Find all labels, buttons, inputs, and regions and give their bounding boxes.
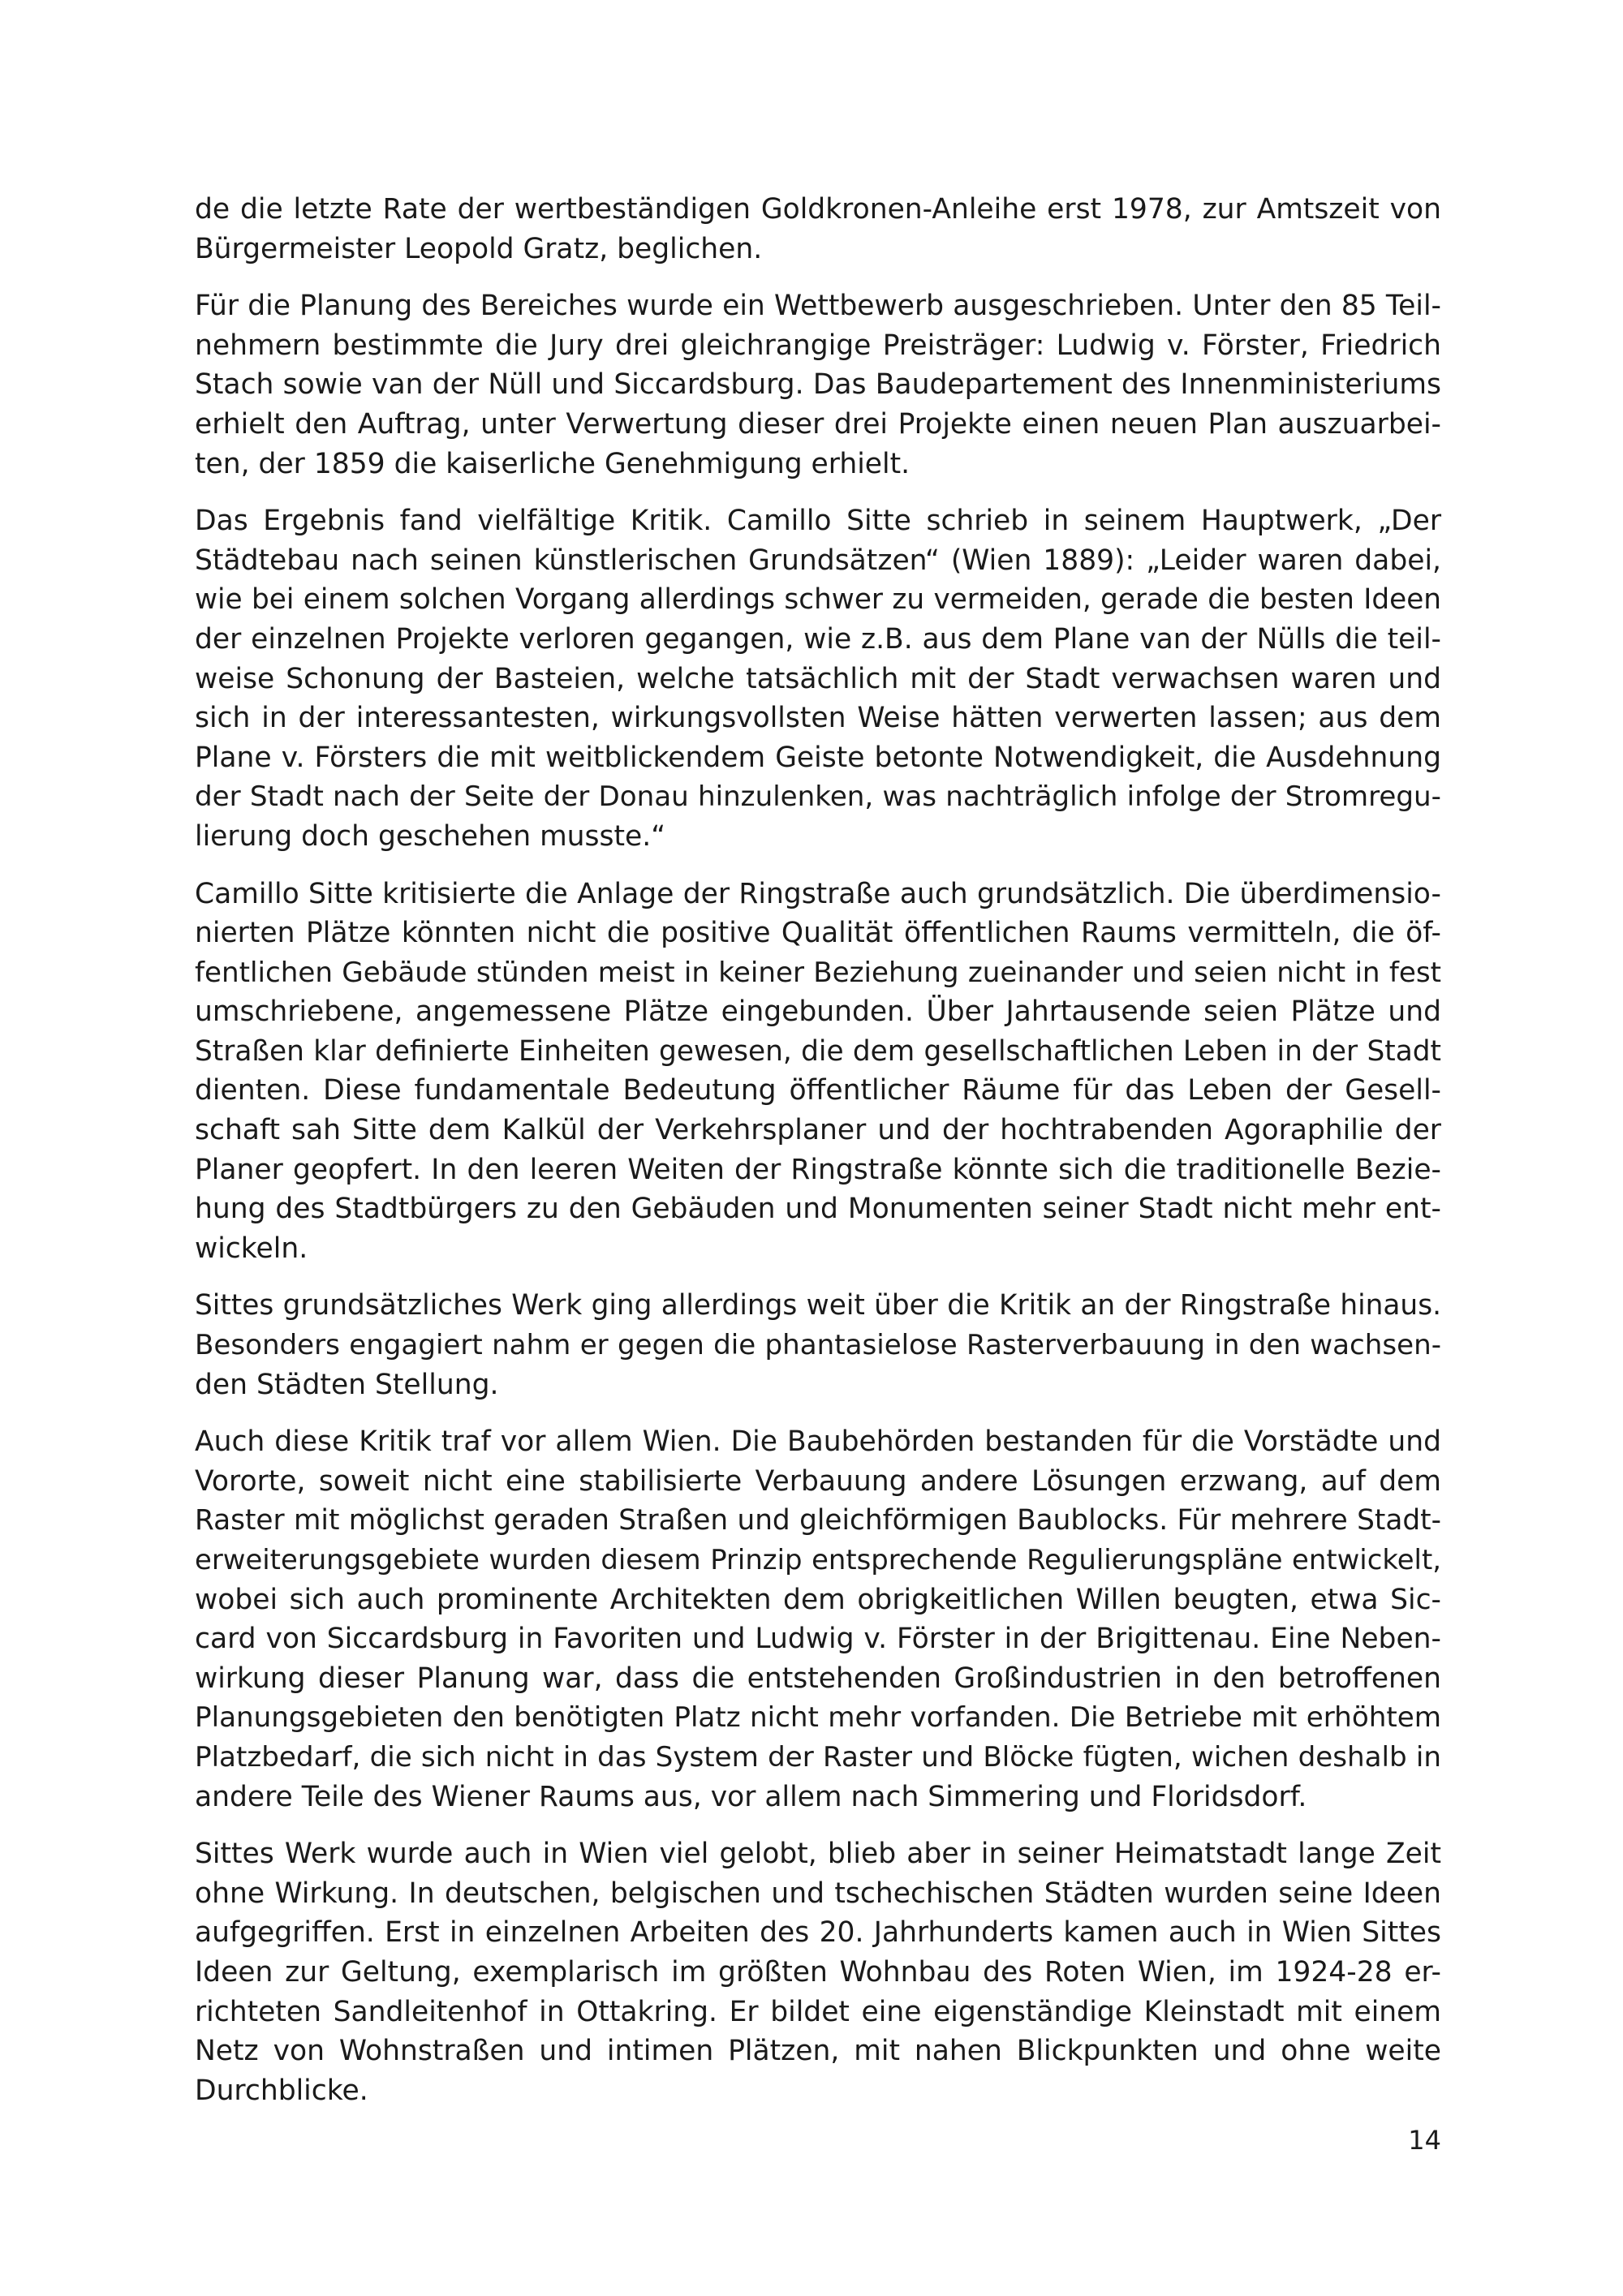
text-line: Stach sowie van der Nüll und Siccardsburg. Das Baudepartement des Innenministeriums <box>195 368 1441 402</box>
paragraph <box>195 190 1441 269</box>
text-line: Camillo Sitte kritisierte die Anlage der Ringstraße auch grundsätzlich. Die überdimensio- <box>195 877 1441 910</box>
text-line: andere Teile des Wiener Raums aus, vor allem nach Simmering und Floridsdorf. <box>195 1780 1307 1813</box>
text-line: schaft sah Sitte dem Kalkül der Verkehrsplaner und der hochtrabenden Agoraphilie der <box>195 1114 1441 1147</box>
page-number: 14 <box>1408 2125 1441 2156</box>
paragraph <box>195 1834 1441 2110</box>
text-line: der einzelnen Projekte verloren gegangen, wie z.B. aus dem Plane van der Nülls die teil- <box>195 622 1441 656</box>
text-line: Planer geopfert. In den leeren Weiten der Ringstraße könnte sich die traditionelle Bezie- <box>195 1153 1441 1186</box>
text-line: fentlichen Gebäude stünden meist in keiner Beziehung zueinander und seien nicht in fest <box>195 956 1441 989</box>
text-line: lierung doch geschehen musste.“ <box>195 819 666 853</box>
paragraph <box>195 1422 1441 1817</box>
text-line: umschriebene, angemessene Plätze eingebunden. Über Jahrtausende seien Plätze und <box>195 995 1441 1029</box>
text-line: Vororte, soweit nicht eine stabilisierte Verbauung andere Lösungen erzwang, auf dem <box>195 1464 1441 1498</box>
text-line: ohne Wirkung. In deutschen, belgischen und tschechischen Städten wurden seine Ideen <box>195 1877 1441 1910</box>
text-line: erweiterungsgebiete wurden diesem Prinzip entsprechende Regulierungspläne entwickelt, <box>195 1544 1441 1576</box>
text-line: Raster mit möglichst geraden Straßen und gleichförmigen Baublocks. Für mehrere Stadt- <box>195 1504 1441 1537</box>
text-line: Städtebau nach seinen künstlerischen Grundsätzen“ (Wien 1889): „Leider waren dabei, <box>195 544 1441 577</box>
text-line: Auch diese Kritik traf vor allem Wien. Die Baubehörden bestanden für die Vorstädte und <box>195 1425 1441 1459</box>
body-text <box>195 190 1441 2128</box>
text-line: card von Siccardsburg in Favoriten und Ludwig v. Förster in der Brigittenau. Eine Neben- <box>195 1623 1441 1656</box>
text-line: Bürgermeister Leopold Gratz, beglichen. <box>195 232 763 265</box>
text-line: wickeln. <box>195 1232 308 1265</box>
paragraph <box>195 875 1441 1269</box>
text-line: wie bei einem solchen Vorgang allerdings schwer zu vermeiden, gerade die besten Ideen <box>195 583 1441 617</box>
text-line: Platzbedarf, die sich nicht in das System der Raster und Blöcke fügten, wichen deshalb in <box>195 1740 1441 1774</box>
text-line: dienten. Diese fundamentale Bedeutung öffentlicher Räume für das Leben der Gesell- <box>195 1074 1441 1107</box>
text-line: richteten Sandleitenhof in Ottakring. Er bildet eine eigenständige Kleinstadt mit einem <box>195 1995 1441 2028</box>
text-line: wirkung dieser Planung war, dass die entstehenden Großindustrien in den betroffenen <box>195 1662 1441 1695</box>
paragraph <box>195 501 1441 856</box>
text-line: weise Schonung der Basteien, welche tatsächlich mit der Stadt verwachsen waren und <box>195 662 1441 695</box>
text-line: Ideen zur Geltung, exemplarisch im größten Wohnbau des Roten Wien, im 1924-28 er- <box>195 1955 1441 1989</box>
text-line: erhielt den Auftrag, unter Verwertung dieser drei Projekte einen neuen Plan auszuarbei- <box>195 407 1441 441</box>
text-line: den Städten Stellung. <box>195 1368 499 1401</box>
text-line: Straßen klar definierte Einheiten gewesen, die dem gesellschaftlichen Leben in der Stadt <box>195 1034 1441 1068</box>
text-line: der Stadt nach der Seite der Donau hinzulenken, was nachträglich infolge der Stromregu- <box>195 780 1441 814</box>
text-line: de die letzte Rate der wertbeständigen Goldkronen-Anleihe erst 1978, zur Amtszeit von <box>195 193 1441 226</box>
text-line: aufgegriffen. Erst in einzelnen Arbeiten des 20. Jahrhunderts kamen auch in Wien Sittes <box>195 1916 1441 1950</box>
text-line: Planungsgebieten den benötigten Platz nicht mehr vorfanden. Die Betriebe mit erhöhtem <box>195 1701 1441 1735</box>
text-line: hung des Stadtbürgers zu den Gebäuden und Monumenten seiner Stadt nicht mehr ent- <box>195 1193 1441 1226</box>
text-line: Netz von Wohnstraßen und intimen Plätzen, mit nahen Blickpunkten und ohne weite <box>195 2035 1441 2068</box>
text-line: sich in der interessantesten, wirkungsvollsten Weise hätten verwerten lassen; aus dem <box>195 702 1441 735</box>
text-line: ten, der 1859 die kaiserliche Genehmigung erhielt. <box>195 447 911 480</box>
text-line: Für die Planung des Bereiches wurde ein Wettbewerb ausgeschrieben. Unter den 85 Teil- <box>195 290 1441 323</box>
text-line: Plane v. Försters die mit weitblickendem Geiste betonte Notwendigkeit, die Ausdehnung <box>195 741 1441 774</box>
text-line: Das Ergebnis fand vielfältige Kritik. Camillo Sitte schrieb in seinem Hauptwerk, „Der <box>195 505 1441 538</box>
paragraph <box>195 1286 1441 1404</box>
text-line: Sittes Werk wurde auch in Wien viel gelobt, blieb aber in seiner Heimatstadt lange Zeit <box>195 1838 1441 1871</box>
text-line: Durchblicke. <box>195 2074 368 2107</box>
text-line: wobei sich auch prominente Architekten dem obrigkeitlichen Willen beugten, etwa Sic- <box>195 1583 1441 1616</box>
paragraph <box>195 286 1441 484</box>
text-line: nehmern bestimmte die Jury drei gleichrangige Preisträger: Ludwig v. Förster, Friedrich <box>195 329 1441 362</box>
text-line: Besonders engagiert nahm er gegen die phantasielose Rasterverbauung in den wachsen- <box>195 1329 1441 1362</box>
text-line: nierten Plätze könnten nicht die positive Qualität öffentlichen Raums vermitteln, die öf- <box>195 917 1441 950</box>
text-line: Sittes grundsätzliches Werk ging allerdings weit über die Kritik an der Ringstraße hinaus. <box>195 1289 1441 1322</box>
